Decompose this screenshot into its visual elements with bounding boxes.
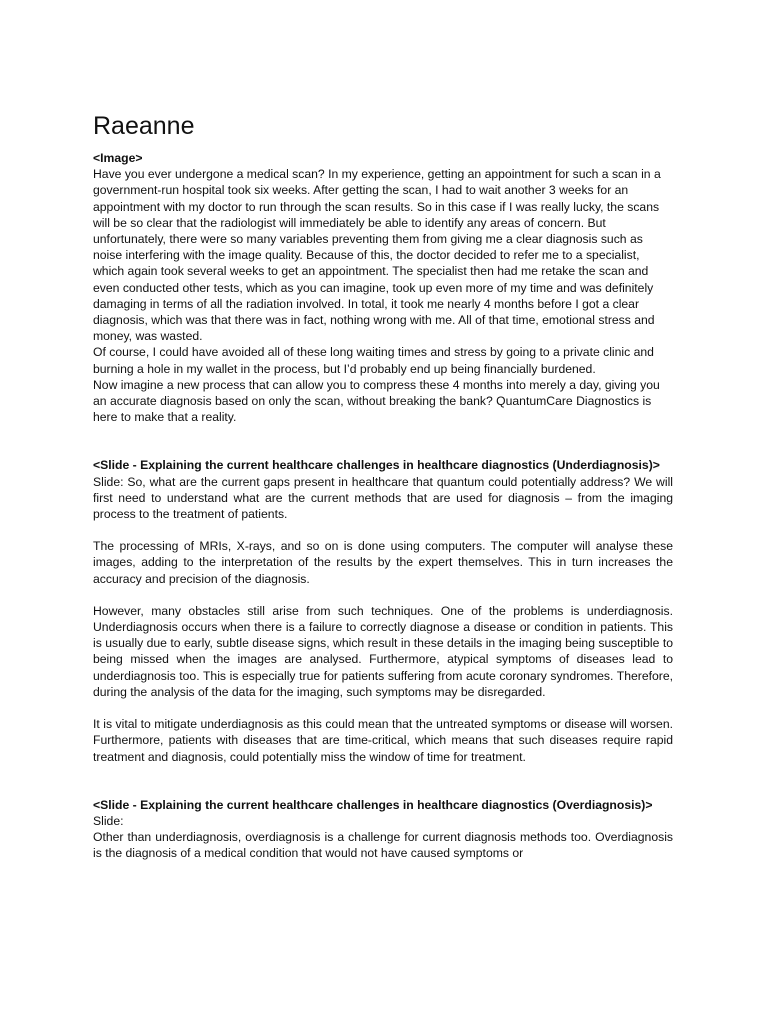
paragraph: Other than underdiagnosis, overdiagnosis is a challenge for current diagnosis methods too. Overdiagnosis is the diagnosis of a medical condition that would not have caused symptoms or <box>93 830 673 861</box>
section-overdiagnosis <box>93 797 673 862</box>
spacer <box>93 425 673 457</box>
section-tag-underdiagnosis: <Slide - Explaining the current healthcare challenges in healthcare diagnostics (Underdiagnosis)> <box>93 458 660 473</box>
section-underdiagnosis <box>93 457 673 764</box>
paragraph: It is vital to mitigate underdiagnosis as this could mean that the untreated symptoms or disease will worsen. Furthermore, patients with diseases that are time-critical, which means that such diseases require rapid treatment and diagnosis, could potentially miss the window of time for treatment. <box>93 717 673 764</box>
section-image <box>93 150 673 425</box>
spacer <box>93 587 673 603</box>
section-tag-image: <Image> <box>93 151 143 165</box>
document-page <box>93 110 673 862</box>
slide-label: Slide: <box>93 813 124 828</box>
spacer <box>93 522 673 538</box>
paragraph: However, many obstacles still arise from such techniques. One of the problems is underdiagnosis. Underdiagnosis occurs when there is a failure to correctly diagnose a disease or condition in patients. This is usually due to early, subtle disease signs, which result in these details in the imaging being susceptible to being missed when the images are analysed. Furthermore, atypical symptoms of diseases lead to underdiagnosis too. This is especially true for patients suffering from acute coronary syndromes. Therefore, during the analysis of the data for the imaging, such symptoms may be disregarded. <box>93 603 673 699</box>
paragraph: Of course, I could have avoided all of these long waiting times and stress by going to a private clinic and burning a hole in my wallet in the process, but I’d probably end up being financially burdened. <box>93 345 654 376</box>
paragraph: The processing of MRIs, X-rays, and so on is done using computers. The computer will analyse these images, adding to the interpretation of the results by the expert themselves. This in turn increases the accuracy and precision of the diagnosis. <box>93 539 673 586</box>
document-title: Raeanne <box>93 112 195 140</box>
slide-intro: Slide: So, what are the current gaps present in healthcare that quantum could potentially address? We will first need to understand what are the current methods that are used for diagnosis – from the imaging process to the treatment of patients. <box>93 474 673 522</box>
paragraph: Now imagine a new process that can allow you to compress these 4 months into merely a day, giving you an accurate diagnosis based on only the scan, without breaking the bank? QuantumCare Diagnostics is here to make that a reality. <box>93 377 660 425</box>
paragraph: Have you ever undergone a medical scan? In my experience, getting an appointment for such a scan in a government-run hospital took six weeks. After getting the scan, I had to wait another 3 weeks for an appointment with my doctor to run through the scan results. So in this case if I was really lucky, the scans will be so clear that the radiologist will immediately be able to identify any areas of concern. But unfortunately, there were so many variables preventing them from giving me a clear diagnosis such as noise interfering with the image quality. Because of this, the doctor decided to refer me to a specialist, which again took several weeks to get an appointment. The specialist then had me retake the scan and even conducted other tests, which as you can imagine, took up even more of my time and was definitely damaging in terms of all the radiation involved. In total, it took me nearly 4 months before I got a clear diagnosis, which was that there was in fact, nothing wrong with me. All of that time, emotional stress and money, was wasted. <box>93 167 661 344</box>
spacer <box>93 765 673 797</box>
section-tag-overdiagnosis: <Slide - Explaining the current healthcare challenges in healthcare diagnostics (Overdiagnosis)> <box>93 797 653 812</box>
spacer <box>93 700 673 716</box>
